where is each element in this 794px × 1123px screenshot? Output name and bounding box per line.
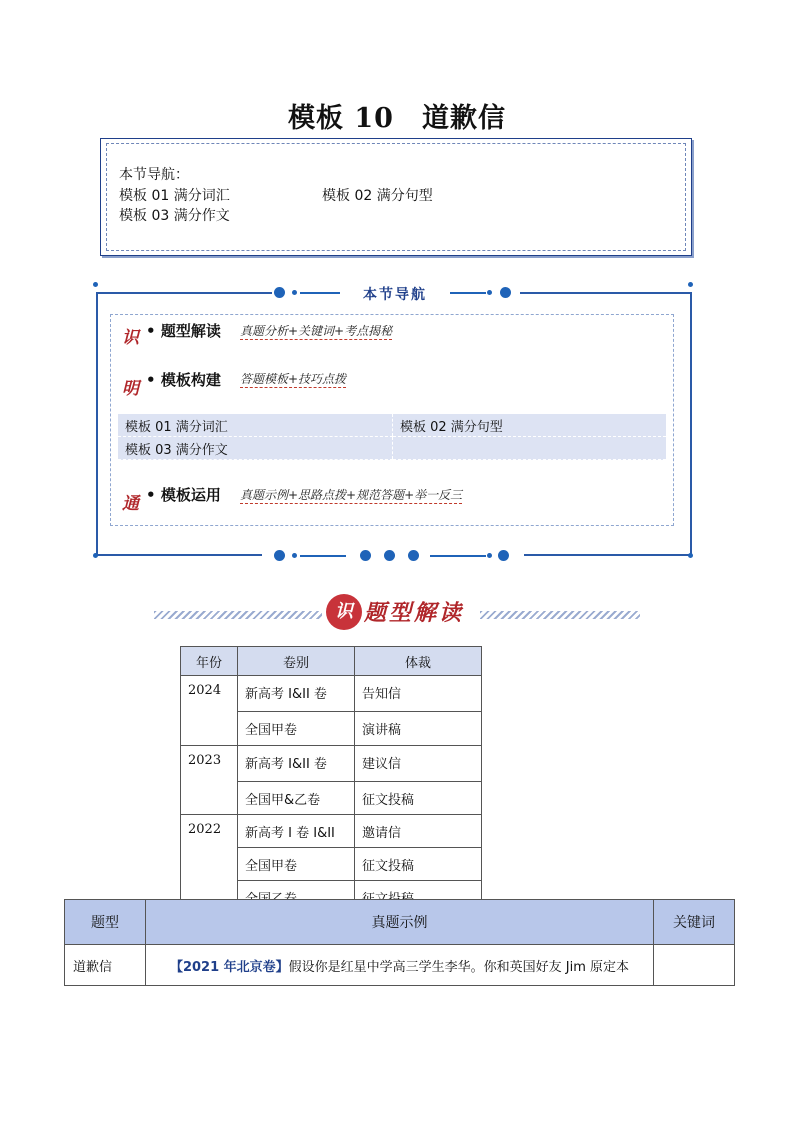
- row-desc-1: 真题分析+关键词+考点揭秘: [240, 324, 393, 338]
- banner-stripe-right: [480, 611, 640, 619]
- page-title: [0, 96, 794, 135]
- corner-dot: [93, 553, 98, 558]
- header-example: 真题示例: [146, 900, 654, 945]
- table-row: [181, 746, 482, 782]
- row-title-2[interactable]: • 模板构建: [146, 371, 221, 389]
- section-nav-title: 本节导航: [340, 284, 450, 304]
- keyword-cell: [654, 945, 735, 986]
- template-cell[interactable]: 模板 03 满分作文: [118, 437, 393, 460]
- row-desc-3: 真题示例+思路点拨+规范答题+举一反三: [240, 488, 463, 502]
- corner-dot: [688, 282, 693, 287]
- row-label: 题型解读: [160, 322, 221, 340]
- panel-top-border-right: [520, 292, 692, 294]
- header-genre: 体裁: [355, 647, 482, 676]
- decor-dot-small: [292, 553, 297, 558]
- genre-cell: 邀请信: [355, 815, 482, 848]
- header-year: 年份: [181, 647, 238, 676]
- paper-cell: 新高考 I 卷 I&II: [238, 815, 355, 848]
- title-template-number: 模板 10: [288, 103, 394, 134]
- nav-box-heading: 本节导航：: [119, 167, 189, 183]
- example-table: [64, 899, 735, 986]
- paper-cell: 全国甲卷: [238, 848, 355, 881]
- decor-line: [300, 292, 340, 294]
- exam-year-table: [180, 646, 482, 914]
- template-cell: [393, 437, 667, 460]
- row-char-tong: 通: [122, 494, 139, 514]
- table-row: [181, 815, 482, 848]
- decor-dot: [274, 550, 285, 561]
- example-cell: [146, 945, 654, 986]
- nav-link-template-01[interactable]: 模板 01 满分词汇: [119, 188, 230, 204]
- table-header-row: [181, 647, 482, 676]
- header-paper: 卷别: [238, 647, 355, 676]
- decor-dot: [408, 550, 419, 561]
- decor-dot-small: [292, 290, 297, 295]
- row-label: 模板运用: [160, 486, 221, 504]
- template-cell[interactable]: 模板 02 满分句型: [393, 414, 667, 437]
- row-title-3[interactable]: • 模板运用: [146, 486, 221, 504]
- template-row: [118, 414, 666, 437]
- header-keyword: 关键词: [654, 900, 735, 945]
- banner-seal: 识: [326, 594, 362, 630]
- template-row: [118, 437, 666, 460]
- banner-stripe-left: [154, 611, 322, 619]
- decor-line: [430, 555, 486, 557]
- genre-cell: 告知信: [355, 676, 482, 712]
- template-cell[interactable]: 模板 01 满分词汇: [118, 414, 393, 437]
- paper-cell: 新高考 I&II 卷: [238, 676, 355, 712]
- title-topic: 道歉信: [421, 103, 506, 134]
- row-char-shi: 识: [122, 328, 139, 348]
- decor-dot: [498, 550, 509, 561]
- paper-cell: 全国甲卷: [238, 712, 355, 746]
- year-cell: 2023: [181, 746, 238, 815]
- table-row: [65, 945, 735, 986]
- decor-dot: [384, 550, 395, 561]
- decor-line: [300, 555, 346, 557]
- year-cell: 2024: [181, 676, 238, 746]
- table-header-row: [65, 900, 735, 945]
- table-row: [181, 676, 482, 712]
- year-cell: 2022: [181, 815, 238, 914]
- example-text: 假设你是红星中学高三学生李华。你和英国好友 Jim 原定本: [288, 959, 630, 975]
- decor-line: [450, 292, 486, 294]
- nav-link-template-02[interactable]: 模板 02 满分句型: [322, 188, 433, 204]
- row-char-ming: 明: [122, 379, 139, 399]
- paper-cell: 全国甲&乙卷: [238, 782, 355, 815]
- corner-dot: [688, 553, 693, 558]
- row-title-1[interactable]: • 题型解读: [146, 322, 221, 340]
- genre-cell: 征文投稿: [355, 848, 482, 881]
- banner-title: 题型解读: [364, 600, 465, 626]
- nav-link-template-03[interactable]: 模板 03 满分作文: [119, 208, 230, 224]
- header-type: 题型: [65, 900, 146, 945]
- decor-dot: [360, 550, 371, 561]
- decor-dot-small: [487, 553, 492, 558]
- decor-dot: [274, 287, 285, 298]
- decor-dot-small: [487, 290, 492, 295]
- genre-cell: 征文投稿: [355, 782, 482, 815]
- example-source: 【2021 年北京卷】: [169, 959, 289, 975]
- row-label: 模板构建: [160, 371, 221, 389]
- genre-cell: 演讲稿: [355, 712, 482, 746]
- type-cell: 道歉信: [65, 945, 146, 986]
- paper-cell: 新高考 I&II 卷: [238, 746, 355, 782]
- decor-dot: [500, 287, 511, 298]
- panel-top-border-left: [96, 292, 272, 294]
- template-table: [118, 414, 666, 460]
- corner-dot: [93, 282, 98, 287]
- row-desc-2: 答题模板+技巧点拨: [240, 372, 347, 386]
- genre-cell: 建议信: [355, 746, 482, 782]
